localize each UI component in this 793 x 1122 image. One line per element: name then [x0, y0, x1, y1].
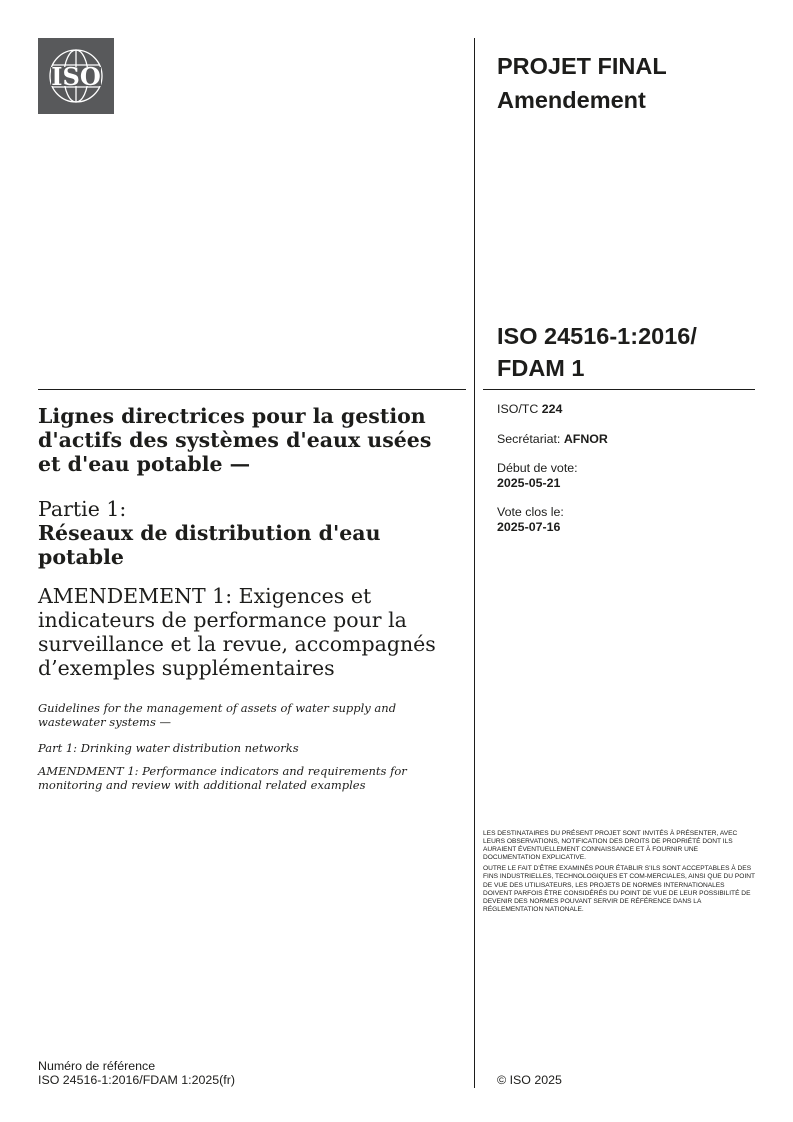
english-amendment-title: AMENDMENT 1: Performance indicators and requirements for monitoring and review with additional related examples — [38, 764, 407, 792]
notice-paragraph-1: LES DESTINATAIRES DU PRÉSENT PROJET SONT INVITÉS À PRÉSENTER, AVEC LEURS OBSERVATIONS, NOTIFICATION DES DROITS DE PROPRIÉTÉ DONT ILS AURAIENT ÉVENTUELLEMENT CONNAISSANCE ET À FOURNIR UNE DOCUMENTATION EXPLICATIVE. — [483, 830, 738, 862]
vote-start — [497, 461, 747, 491]
vertical-divider — [474, 38, 475, 1088]
french-part-title: Réseaux de distribution d'eau potable — [38, 521, 381, 569]
french-main-title: Lignes directrices pour la gestion d'actifs des systèmes d'eaux usées et d'eau potable — — [38, 404, 432, 476]
secretariat-value: AFNOR — [563, 432, 608, 446]
english-part-title: Part 1: Drinking water distribution networks — [38, 741, 299, 755]
number-line-2: FDAM 1 — [497, 355, 585, 381]
english-main-title: Guidelines for the management of assets of water supply and wastewater systems — — [38, 701, 397, 729]
tc-value: 224 — [541, 402, 563, 416]
iso-logo — [38, 38, 114, 114]
secretariat — [497, 432, 747, 447]
logo-text: ISO — [51, 62, 101, 91]
vote-end — [497, 505, 747, 535]
number-line-1: ISO 24516-1:2016/ — [497, 323, 697, 349]
document-stage — [497, 49, 757, 117]
vote-start-value: 2025-05-21 — [497, 476, 561, 490]
stage-line-2: Amendement — [497, 87, 646, 113]
copyright: © ISO 2025 — [497, 1073, 562, 1087]
recipient-notice — [483, 830, 755, 917]
technical-committee — [497, 402, 747, 417]
french-part-label: Partie 1: — [38, 497, 127, 521]
secretariat-label: Secrétariat: — [497, 432, 561, 446]
document-number — [497, 320, 757, 384]
notice-paragraph-2: OUTRE LE FAIT D’ÊTRE EXAMINÉS POUR ÉTABLIR S’ILS SONT ACCEPTABLES À DES FINS INDUSTRIELLES, TECHNOLOGIQUES ET COM-MERCIALES, AINSI QUE DU POINT DE VUE DES UTILISATEURS, LES PROJETS DE NORMES INTERNATIONALES DOIVENT PARFOIS ÊTRE CONSIDÉRÉS DU POINT DE VUE DE LEUR POSSIBILITÉ DE DEVENIR DES NORMES POUVANT SERVIR DE RÉFÉRENCE DANS LA RÉGLEMENTATION NATIONALE. — [483, 865, 755, 913]
reference-number: ISO 24516-1:2016/FDAM 1:2025(fr) — [38, 1073, 235, 1087]
vote-end-value: 2025-07-16 — [497, 520, 561, 534]
french-amendment-title: AMENDEMENT 1: Exigences et indicateurs de performance pour la surveillance et la revue, accompagnés d’exemples supplémentaires — [38, 584, 436, 680]
horizontal-divider-right — [483, 389, 755, 390]
horizontal-divider-left — [38, 389, 466, 390]
tc-label: ISO/TC — [497, 402, 539, 416]
reference-label: Numéro de référence — [38, 1059, 156, 1073]
stage-line-1: PROJET FINAL — [497, 53, 667, 79]
vote-end-label: Vote clos le: — [497, 505, 564, 519]
globe-icon — [38, 38, 114, 114]
vote-start-label: Début de vote: — [497, 461, 578, 475]
